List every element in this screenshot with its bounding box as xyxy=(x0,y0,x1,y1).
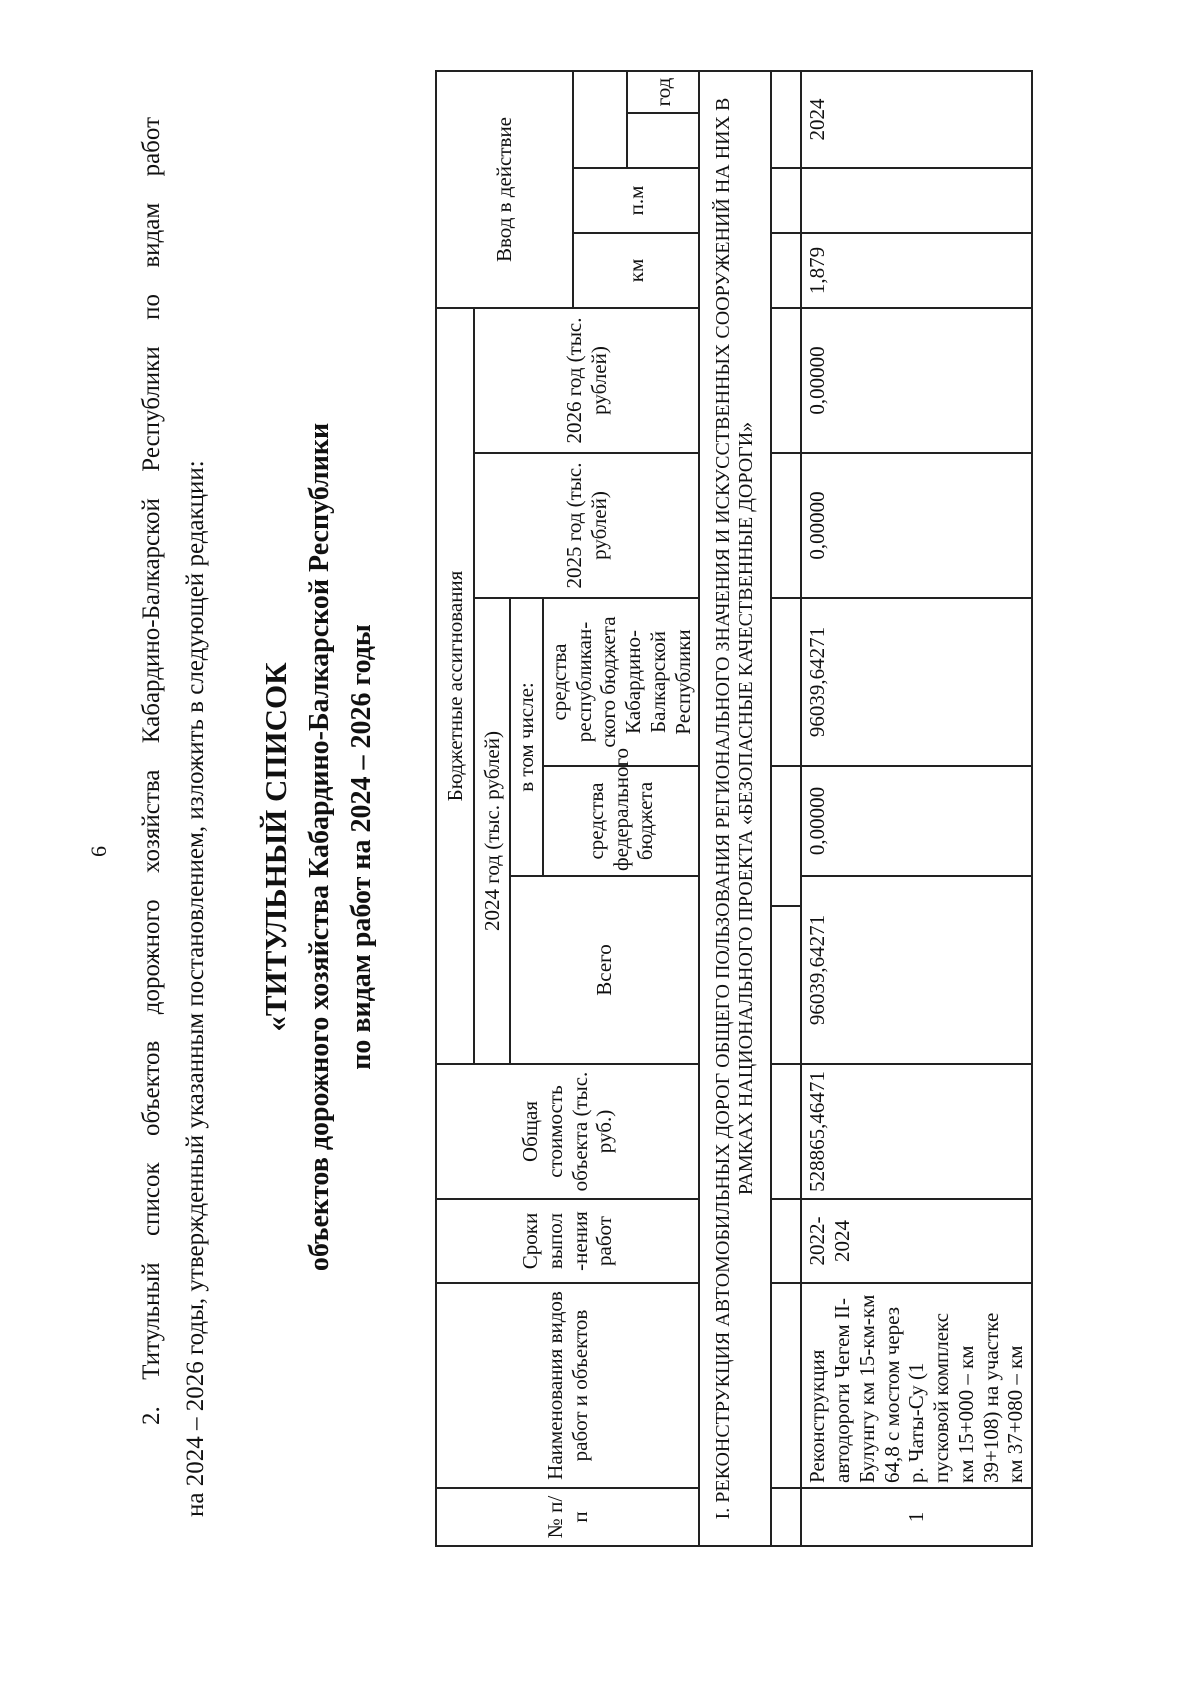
header-pm: п.м xyxy=(573,168,700,233)
row-federal: 0,00000 xyxy=(801,766,1032,876)
row-republic: 96039,64271 xyxy=(801,598,1032,766)
header-km: км xyxy=(573,233,700,308)
row-year: 2024 xyxy=(801,71,1032,168)
header-republic: средства республикан-ского бюджета Кабардино-Балкарской Республики xyxy=(543,598,700,766)
header-num: № п/п xyxy=(436,1488,699,1546)
header-cost: Общая стоимость объекта (тыс. руб.) xyxy=(436,1064,699,1199)
section-heading: I. РЕКОНСТРУКЦИЯ АВТОМОБИЛЬНЫХ ДОРОГ ОБЩЕГО ПОЛЬЗОВАНИЯ РЕГИОНАЛЬНОГО ЗНАЧЕНИЯ И ИСКУССТВЕННЫХ СООРУЖЕНИЙ НА НИХ В РАМКАХ НАЦИОНАЛЬНОГО ПРОЕКТА «БЕЗОПАСНЫЕ КАЧЕСТВЕННЫЕ ДОРОГИ» xyxy=(699,71,771,1546)
intro-line-2: на 2024 – 2026 годы, утвержденный указанным постановлением, изложить в следующей редакции: xyxy=(182,460,209,1517)
title-list-table xyxy=(435,77,1033,1547)
header-budget: Бюджетные ассигнования xyxy=(436,308,474,1064)
table-row xyxy=(801,71,1032,1546)
row-cost: 528865,46471 xyxy=(801,1064,1032,1199)
row-num: 1 xyxy=(801,1488,1032,1546)
header-included: в том числе: xyxy=(510,598,543,876)
row-km: 1,879 xyxy=(801,233,1032,308)
page-number: 6 xyxy=(86,846,111,857)
header-2026: 2026 год (тыс. рублей) xyxy=(474,308,699,453)
header-name: Наименования видов работ и объектов xyxy=(436,1283,699,1488)
header-year: год xyxy=(627,71,699,113)
section-gap xyxy=(771,1488,801,1546)
header-2025: 2025 год (тыс. рублей) xyxy=(474,453,699,598)
intro-line-1: 2. Титульный список объектов дорожного хозяйства Кабардино-Балкарской Республики по видам работ xyxy=(138,117,165,1425)
row-name: Реконструкция автодороги Чегем II-Булунгу км 15-км-км 64,8 с мостом через р. Чаты-Су (1 пусковой комплекс км 15+000 – км 39+108) на участке км 37+080 – км xyxy=(801,1283,1032,1488)
header-terms: Сроки выпол -нения работ xyxy=(436,1199,699,1283)
intro-paragraph xyxy=(130,117,218,1517)
row-pm xyxy=(801,168,1032,233)
document-subtitle-2: по видам работ на 2024 – 2026 годы xyxy=(346,624,377,1070)
header-2024: 2024 год (тыс. рублей) xyxy=(474,598,510,1064)
row-2025: 0,00000 xyxy=(801,453,1032,598)
row-2026: 0,00000 xyxy=(801,308,1032,453)
document-title: «ТИТУЛЬНЫЙ СПИСОК xyxy=(258,662,293,1032)
row-terms: 2022-2024 xyxy=(801,1199,1032,1283)
header-spacer xyxy=(573,71,628,168)
row-total: 96039,64271 xyxy=(801,876,1032,1064)
header-spacer-2 xyxy=(627,113,699,168)
document-subtitle: объектов дорожного хозяйства Кабардино-Балкарской Республики xyxy=(304,422,335,1272)
header-federal: средства федерального бюджета xyxy=(543,766,700,876)
header-commission: Ввод в действие xyxy=(436,71,573,308)
header-total: Всего xyxy=(510,876,699,1064)
